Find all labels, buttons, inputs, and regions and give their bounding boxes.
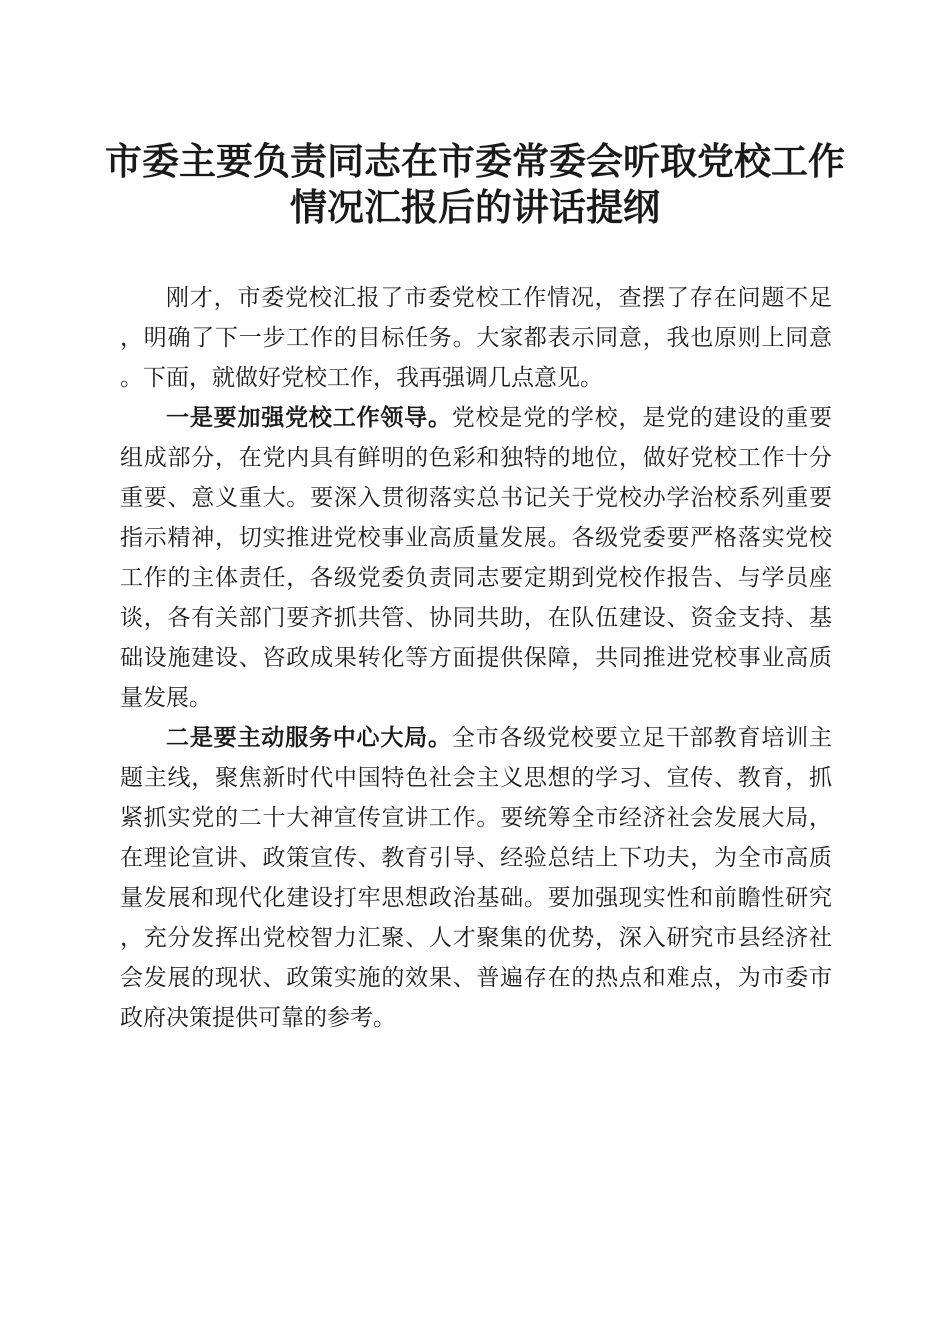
- section-2-text: 全市各级党校要立足干部教育培训主题主线，聚焦新时代中国特色社会主义思想的学习、宣传、教育，抓紧抓实党的二十大神宣传宣讲工作。要统筹全市经济社会发展大局，在理论宣讲、政策宣传、教育引导、经验总结上下功夫，为全市高质量发展和现代化建设打牢思想政治基础。要加强现实性和前瞻性研究，充分发挥出党校智力汇聚、人才聚集的优势，深入研究市县经济社会发展的现状、政策实施的效果、普遍存在的热点和难点，为市委市政府决策提供可靠的参考。: [120, 725, 833, 1031]
- title-line-2: 情况汇报后的讲话提纲: [290, 185, 660, 229]
- section-1-heading: 一是要加强党校工作领导。: [166, 404, 452, 431]
- section-2-paragraph: [120, 718, 832, 1038]
- section-1-paragraph: [120, 398, 832, 718]
- document-title: [0, 138, 950, 230]
- title-line-1: 市委主要负责同志在市委常委会听取党校工作: [105, 139, 845, 183]
- intro-paragraph: 刚才，市委党校汇报了市委党校工作情况，查摆了存在问题不足，明确了下一步工作的目标任务。大家都表示同意，我也原则上同意。下面，就做好党校工作，我再强调几点意见。: [120, 285, 832, 391]
- document-body: [120, 278, 832, 1038]
- section-1-text: 党校是党的学校，是党的建设的重要组成部分，在党内具有鲜明的色彩和独特的地位，做好党校工作十分重要、意义重大。要深入贯彻落实总书记关于党校办学治校系列重要指示精神，切实推进党校事业高质量发展。各级党委要严格落实党校工作的主体责任，各级党委负责同志要定期到党校作报告、与学员座谈，各有关部门要齐抓共管、协同共助，在队伍建设、资金支持、基础设施建设、咨政成果转化等方面提供保障，共同推进党校事业高质量发展。: [120, 405, 833, 711]
- section-2-heading: 二是要主动服务中心大局。: [166, 724, 452, 751]
